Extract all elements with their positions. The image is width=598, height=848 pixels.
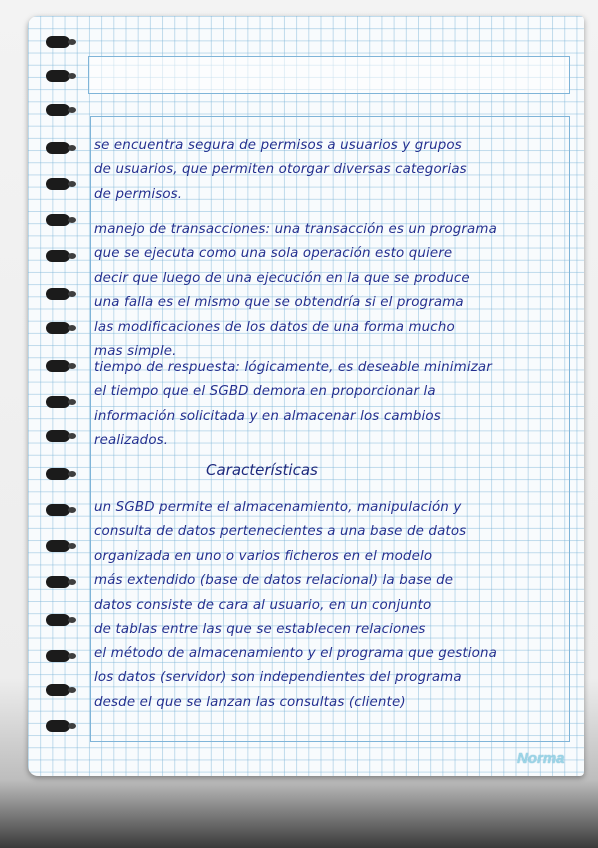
spiral-ring — [46, 288, 70, 300]
text-line: de tablas entre las que se establecen relaciones — [94, 622, 426, 638]
text-line: un SGBD permite el almacenamiento, manipulación y — [94, 500, 462, 515]
text-line: el tiempo que el SGBD demora en proporcionar la — [94, 384, 436, 400]
section-heading: Características — [206, 461, 318, 479]
text-line: organizada en uno o varios ficheros en el modelo — [94, 548, 433, 564]
text-line: que se ejecuta como una sola operación esto quiere — [94, 246, 453, 262]
spiral-ring — [46, 250, 70, 262]
paragraph-transactions — [94, 218, 580, 364]
paragraph-permissions — [94, 134, 580, 207]
spiral-ring — [46, 396, 70, 408]
spiral-ring — [46, 178, 70, 190]
spiral-ring — [46, 576, 70, 588]
text-line: de usuarios, que permiten otorgar diversas categorias — [94, 162, 467, 178]
spiral-ring — [46, 614, 70, 626]
text-line: una falla es el mismo que se obtendría si el programa — [94, 295, 464, 311]
spiral-ring — [46, 322, 70, 334]
text-line: el método de almacenamiento y el programa que gestiona — [94, 646, 498, 661]
text-line: desde el que se lanzan las consultas (cliente) — [94, 694, 406, 710]
spiral-ring — [46, 720, 70, 732]
paragraph-storage — [94, 642, 580, 715]
text-line: datos consiste de cara al usuario, en un conjunto — [94, 597, 432, 613]
paragraph-response-time — [94, 356, 580, 454]
text-line: mas simple. — [94, 344, 177, 360]
spiral-ring — [46, 468, 70, 480]
spiral-ring — [46, 684, 70, 696]
spiral-ring — [46, 504, 70, 516]
text-line: realizados. — [94, 433, 169, 449]
spiral-ring — [46, 142, 70, 154]
spiral-ring — [46, 70, 70, 82]
text-line: más extendido (base de datos relacional) la base de — [94, 573, 454, 589]
text-line: las modificaciones de los datos de una forma mucho — [94, 319, 455, 335]
text-line: de permisos. — [94, 186, 183, 202]
spiral-ring — [46, 650, 70, 662]
text-line: información solicitada y en almacenar los cambios — [94, 408, 441, 424]
spiral-ring — [46, 104, 70, 116]
spiral-ring — [46, 214, 70, 226]
text-line: consulta de datos pertenecientes a una base de datos — [94, 524, 467, 540]
text-line: tiempo de respuesta: lógicamente, es deseable minimizar — [94, 360, 492, 375]
text-line: se encuentra segura de permisos a usuarios y grupos — [94, 138, 462, 153]
spiral-ring — [46, 540, 70, 552]
paragraph-sgbd — [94, 496, 580, 642]
header-box — [88, 56, 570, 94]
text-line: decir que luego de una ejecución en la que se produce — [94, 270, 470, 286]
text-line: manejo de transacciones: una transacción es un programa — [94, 222, 497, 237]
spiral-ring — [46, 430, 70, 442]
spiral-binding — [28, 16, 88, 776]
notebook-brand-logo: Norma — [517, 750, 565, 767]
spiral-ring — [46, 36, 70, 48]
spiral-ring — [46, 360, 70, 372]
text-line: los datos (servidor) son independientes del programa — [94, 670, 462, 686]
